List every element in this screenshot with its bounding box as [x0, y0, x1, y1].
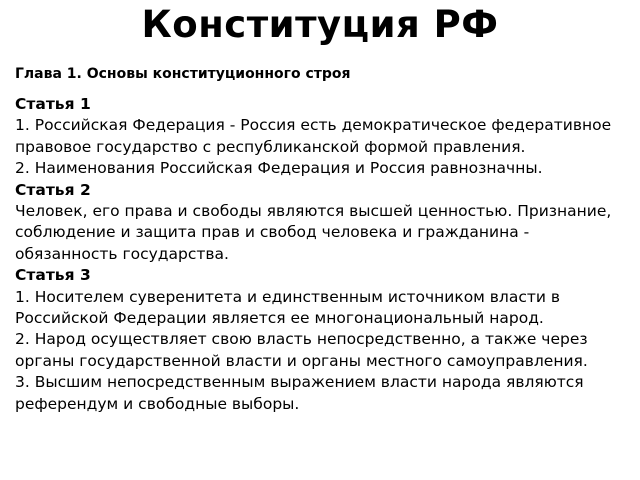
article-paragraph: 1. Носителем суверенитета и единственным источником власти в Российской Федерации является ее многонациональный народ.: [15, 287, 561, 328]
document-title: Конституция РФ: [141, 3, 499, 46]
article-paragraph: 2. Наименования Российская Федерация и Россия равнозначны.: [15, 159, 543, 178]
article-heading: Статья 3: [15, 266, 91, 285]
article-2: [15, 180, 635, 266]
article-paragraph: Человек, его права и свободы являются высшей ценностью. Признание, соблюдение и защита прав и свобод человека и гражданина - обязанность государства.: [15, 202, 612, 263]
chapter-heading: Глава 1. Основы конституционного строя: [15, 66, 351, 82]
document-body: [15, 94, 635, 415]
article-heading: Статья 2: [15, 180, 91, 199]
article-1: [15, 94, 635, 180]
article-heading: Статья 1: [15, 95, 91, 113]
article-paragraph: 3. Высшим непосредственным выражением власти народа являются референдум и свободные выборы.: [15, 373, 584, 413]
article-3: [15, 265, 635, 415]
article-paragraph: 2. Народ осуществляет свою власть непосредственно, а также через органы государственной власти и органы местного самоуправления.: [15, 330, 588, 370]
article-paragraph: 1. Российская Федерация - Россия есть демократическое федеративное правовое государство с республиканской формой правления.: [15, 116, 612, 156]
